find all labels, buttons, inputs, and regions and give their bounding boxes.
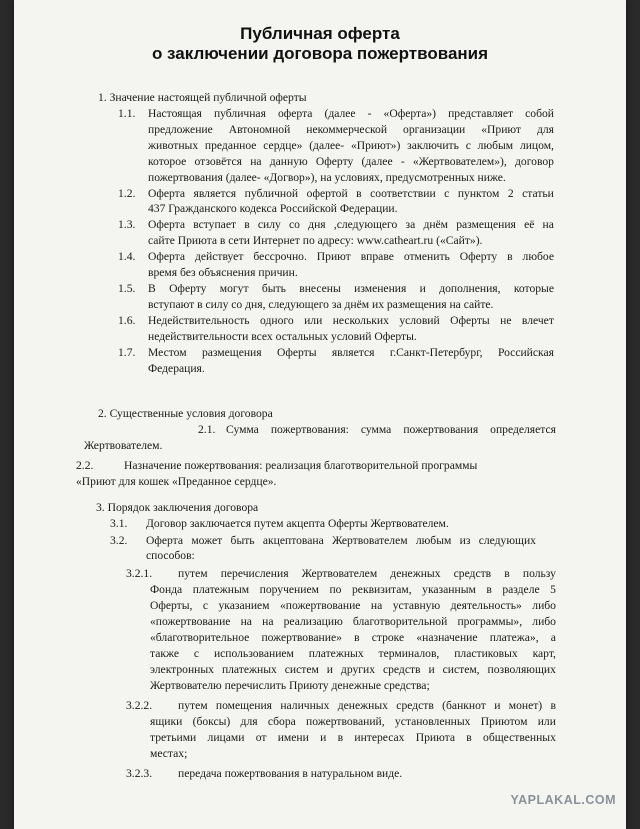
clause-1-5-line: вступают в силу со дня, следующего за днём их размещения на сайте. (148, 298, 494, 311)
clause-3-2-1-line: путем перечисления Жертвователем денежных средств в пользу (178, 567, 556, 580)
clause-3-2-1-line: Фонда платежным поручением по реквизитам, указанным в разделе 5 (150, 583, 556, 596)
clause-3-2-1-line: также с использованием платежных терминалов, пластиковых карт, (150, 647, 556, 660)
document-subtitle: о заключении договора пожертвования (151, 44, 489, 63)
clause-2-1-line: Сумма пожертвования: сумма пожертвования определяется (226, 423, 556, 436)
clause-3-2-2-line: путем помещения наличных денежных средств (банкнот и монет) в (178, 699, 556, 712)
clause-1-4-line: время без объяснения причин. (148, 266, 298, 279)
clause-3-2-line: Оферта может быть акцептована Жертвователем любым из следующих (146, 534, 536, 547)
clause-3-2-3-number: 3.2.3. (126, 767, 153, 780)
clause-1-1-line: Настоящая публичная оферта (далее - «Оферта») представляет собой (148, 107, 554, 120)
clause-3-2-1-line: Оферты, с указанием «пожертвование на уставную деятельность» либо (150, 599, 556, 612)
clause-1-6-number: 1.6. (118, 314, 136, 327)
clause-1-1-number: 1.1. (118, 107, 136, 120)
clause-3-2-1-line: «пожертвование на на реализацию благотворительной программы», либо (150, 615, 556, 628)
clause-1-7-number: 1.7. (118, 346, 136, 359)
clause-3-2-1-line: Жертвователю перечислить Приюту денежные средства; (150, 679, 430, 692)
document-title: Публичная оферта (240, 24, 400, 43)
clause-3-2-2-line: местах; (150, 747, 188, 760)
clause-1-3-number: 1.3. (118, 218, 136, 231)
clause-3-2-number: 3.2. (110, 534, 128, 547)
clause-2-1-number: 2.1. (198, 423, 216, 436)
clause-1-1-line: пожертвования (далее- «Догвор»), на условиях, предусмотренных ниже. (148, 171, 506, 184)
clause-2-2-line: Назначение пожертвования: реализация благотворительной программы (124, 459, 478, 472)
clause-1-7-line: Местом размещения Оферты является г.Санкт-Петербург, Российская (148, 346, 554, 359)
clause-2-2-number: 2.2. (76, 459, 94, 472)
clause-1-2-line: 437 Гражданского кодекса Российской Федерации. (148, 202, 398, 215)
clause-2-2-line: «Приют для кошек «Преданное сердце». (76, 475, 277, 488)
clause-1-1-line: животных преданное сердце» (далее- «Приют») заключить с любым лицом, (148, 139, 554, 152)
clause-1-2-number: 1.2. (118, 187, 136, 200)
clause-1-1-line: которое отзовётся на данную Оферту (далее - «Жертвователем»), договор (148, 155, 554, 168)
clause-1-2-line: Оферта является публичной офертой в соответствии с пунктом 2 статьи (148, 187, 554, 200)
clause-1-3-line: Оферта вступает в силу со дня ,следующего за днём размещения её на (148, 218, 554, 231)
clause-2-1-line: Жертвователем. (84, 439, 163, 452)
document-page (14, 0, 626, 829)
clause-3-1-number: 3.1. (110, 517, 128, 530)
section-2-heading: 2. Существенные условия договора (98, 407, 273, 420)
clause-1-5-line: В Оферту могут быть внесены изменения и дополнения, которые (148, 282, 554, 295)
section-1-heading: 1. Значение настоящей публичной оферты (98, 91, 307, 104)
clause-3-1-line: Договор заключается путем акцепта Оферты Жертвователем. (146, 517, 449, 530)
clause-1-1-line: предложение Автономной некоммерческой организации «Приют для (148, 123, 554, 136)
clause-1-4-number: 1.4. (118, 250, 136, 263)
clause-3-2-1-line: электронных платежных систем и других средств и систем, позволяющих (150, 663, 556, 676)
clause-1-4-line: Оферта действует бессрочно. Приют вправе отменить Оферту в любое (148, 250, 554, 263)
clause-1-7-line: Федерация. (148, 362, 205, 375)
clause-3-2-2-line: третьими лицами от имени и в интересах Приюта в общественных (150, 731, 556, 744)
clause-3-2-1-line: «благотворительное пожертвование» в строке «назначение платежа», а (150, 631, 556, 644)
clause-1-3-line: сайте Приюта в сети Интернет по адресу: www.catheart.ru («Сайт»). (148, 234, 483, 247)
site-watermark: YAPLAKAL.COM (510, 793, 616, 807)
clause-1-6-line: недействительности всех остальных условий Оферты. (148, 330, 417, 343)
clause-3-2-1-number: 3.2.1. (126, 567, 153, 580)
clause-1-6-line: Недействительность одного или нескольких условий Оферты не влечет (148, 314, 554, 327)
clause-3-2-line: способов: (146, 549, 195, 562)
section-3-heading: 3. Порядок заключения договора (96, 501, 259, 514)
clause-3-2-3-line: передача пожертвования в натуральном виде. (178, 767, 403, 780)
clause-3-2-2-number: 3.2.2. (126, 699, 153, 712)
clause-1-5-number: 1.5. (118, 282, 136, 295)
clause-3-2-2-line: ящики (боксы) для сбора пожертвований, установленных Приютом или (150, 715, 556, 728)
